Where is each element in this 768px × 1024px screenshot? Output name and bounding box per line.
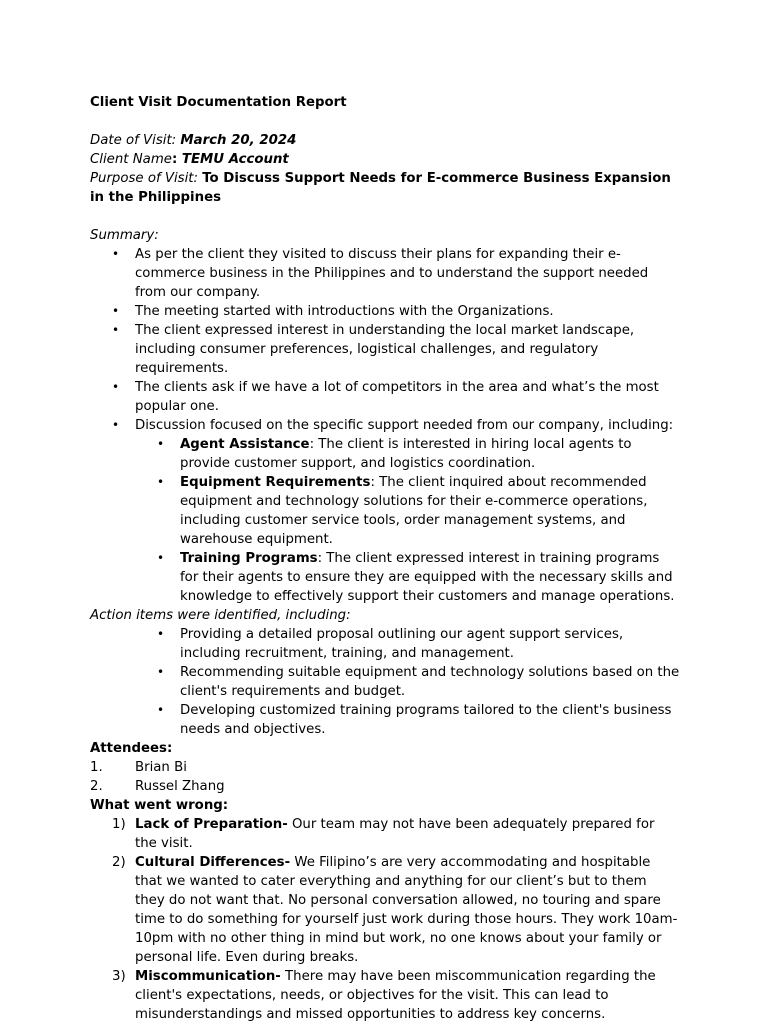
purpose-label: Purpose of Visit: (90, 171, 198, 186)
list-item: • Equipment Requirements: The client inquired about recommended equipment and technology solutions for their e-commerce operations, including customer service tools, order management systems, and warehouse equipment. (157, 475, 648, 547)
bullet-icon: • (157, 475, 165, 489)
attendees-list (90, 758, 680, 796)
report-body (90, 93, 680, 1024)
list-item: • Developing customized training programs tailored to the client's business needs and objectives. (157, 703, 672, 737)
bullet-icon: • (112, 380, 120, 394)
action-list (90, 625, 680, 739)
bullet-icon: • (157, 665, 165, 679)
list-item: • Recommending suitable equipment and technology solutions based on the client's requirements and budget. (157, 665, 680, 699)
list-item: • The meeting started with introductions with the Organizations. (112, 304, 554, 319)
list-item: • Agent Assistance: The client is interested in hiring local agents to provide customer support, and logistics coordination. (157, 437, 632, 471)
date-value: March 20, 2024 (180, 133, 297, 148)
attendees-label: Attendees: (90, 741, 173, 756)
action-label: Action items were identified, including: (90, 608, 351, 623)
list-item: 1. Brian Bi (90, 760, 187, 775)
list-item: • As per the client they visited to discuss their plans for expanding their e-commerce business in the Philippines and to understand the support needed from our company. (112, 247, 649, 300)
bullet-icon: • (157, 437, 165, 451)
list-item: • Discussion focused on the specific support needed from our company, including: (112, 418, 674, 433)
list-item: 1) Lack of Preparation- Our team may not have been adequately prepared for the visit. (112, 817, 655, 851)
summary-label: Summary: (90, 228, 159, 243)
bullet-icon: • (112, 323, 120, 337)
list-item: • The clients ask if we have a lot of competitors in the area and what’s the most popular one. (112, 380, 659, 414)
bullet-icon: • (112, 304, 120, 318)
list-item: 3) Miscommunication- There may have been miscommunication regarding the client's expectations, needs, or objectives for the visit. This can lead to misunderstandings and missed opportunities to address key concerns. (112, 969, 656, 1022)
list-item: • The client expressed interest in understanding the local market landscape, including consumer preferences, logistical challenges, and regulatory requirements. (112, 323, 635, 376)
client-label: Client Name (90, 152, 172, 167)
client-value: TEMU Account (181, 152, 289, 167)
bullet-icon: • (112, 418, 120, 432)
bullet-icon: • (112, 247, 120, 261)
client-line: Client Name: TEMU Account (90, 152, 289, 167)
wrong-label: What went wrong: (90, 798, 229, 813)
bullet-icon: • (157, 551, 165, 565)
bullet-icon: • (157, 627, 165, 641)
purpose-line (90, 169, 680, 207)
purpose-value: To Discuss Support Needs for E-commerce Business Expansion in the Philippines (90, 171, 671, 205)
bullet-icon: • (157, 703, 165, 717)
report-title: Client Visit Documentation Report (90, 95, 347, 110)
date-label: Date of Visit: (90, 133, 177, 148)
list-item: 2) Cultural Differences- We Filipino’s are very accommodating and hospitable that we wanted to cater everything and anything for our client’s but to them they do not want that. No personal conversation allowed, no touring and spare time to do something for yourself just work during those hours. They work 10am-10pm with no other thing in mind but work, no one knows about your family or personal life. Even during breaks. (112, 855, 678, 965)
list-item: • Providing a detailed proposal outlining our agent support services, including recruitment, training, and management. (157, 627, 624, 661)
summary-list (90, 245, 680, 435)
wrong-list (90, 815, 680, 1024)
support-list (90, 435, 680, 606)
list-item: 2. Russel Zhang (90, 779, 225, 794)
list-item: • Training Programs: The client expressed interest in training programs for their agents to ensure they are equipped with the necessary skills and knowledge to effectively support their customers and manage operations. (157, 551, 675, 604)
date-line (90, 131, 680, 150)
